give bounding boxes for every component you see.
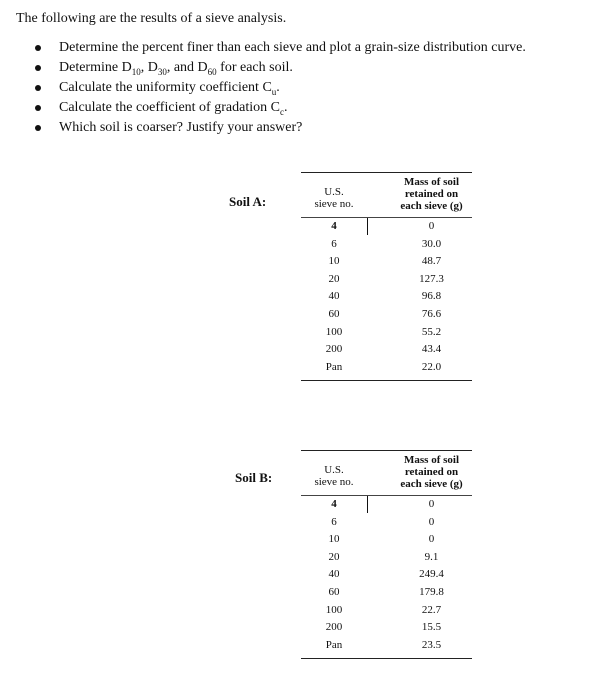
table-row	[301, 359, 472, 377]
task-item	[22, 58, 526, 78]
mass-retained-cell: 22.7	[421, 603, 442, 616]
sieve-no-cell: 6	[331, 237, 337, 250]
header-line: U.S.	[324, 464, 344, 476]
sieve-no-cell: 40	[328, 568, 340, 581]
sieve-no-cell: 20	[328, 550, 340, 563]
task-item	[22, 38, 526, 58]
intro-text: The following are the results of a sieve analysis.	[16, 11, 287, 26]
task-subscript: 10	[131, 66, 141, 77]
sieve-no-cell: 200	[325, 621, 343, 634]
task-item	[22, 78, 526, 98]
header-line: each sieve (g)	[400, 478, 463, 490]
mass-retained-cell: 249.4	[419, 568, 444, 581]
task-text: , and D	[166, 60, 208, 75]
header-line: sieve no.	[314, 198, 354, 210]
table-row	[301, 584, 472, 602]
soil-b-label: Soil B:	[235, 470, 273, 485]
sieve-no-cell: 6	[331, 515, 337, 528]
table-row	[301, 637, 472, 655]
task-text: Calculate the uniformity coefficient C	[59, 80, 272, 95]
mass-retained-cell: 22.0	[421, 360, 442, 373]
sieve-no-cell: Pan	[325, 360, 343, 373]
sieve-no-cell: 40	[328, 290, 340, 303]
col-mass-header	[391, 176, 472, 212]
mass-retained-cell: 48.7	[421, 255, 442, 268]
table-row	[301, 602, 472, 620]
mass-retained-cell: 127.3	[419, 272, 444, 285]
mass-retained-cell: 43.4	[421, 343, 442, 356]
header-line: Mass of soil	[404, 454, 459, 466]
sieve-no-cell: 20	[328, 272, 340, 285]
soil-a-label: Soil A:	[229, 194, 267, 209]
table-row	[301, 549, 472, 567]
sieve-no-cell: 60	[328, 307, 340, 320]
header-line: retained on	[404, 188, 459, 200]
task-subscript: 60	[207, 66, 217, 77]
header-line: retained on	[404, 466, 459, 478]
table-row	[301, 619, 472, 637]
task-subscript: u	[271, 86, 277, 97]
table-row	[301, 288, 472, 306]
table-header	[301, 173, 472, 217]
col-sieve-header	[301, 186, 367, 210]
soil-b-table	[301, 450, 472, 659]
mass-retained-cell: 179.8	[419, 585, 444, 598]
table-bottom-rule	[301, 658, 472, 659]
table-header	[301, 451, 472, 495]
header-line: sieve no.	[314, 476, 354, 488]
sieve-no-cell: 100	[325, 325, 343, 338]
sieve-no-cell: Pan	[325, 638, 343, 651]
table-row	[301, 271, 472, 289]
mass-retained-cell: 55.2	[421, 325, 442, 338]
mass-retained-cell: 23.5	[421, 638, 442, 651]
mass-retained-cell: 0	[428, 220, 435, 232]
table-row	[301, 514, 472, 532]
sieve-no-cell: 10	[328, 255, 340, 268]
task-text: .	[283, 100, 288, 115]
sieve-no-cell: 4	[331, 220, 337, 232]
task-subscript: c	[279, 106, 284, 117]
task-text: , D	[140, 60, 158, 75]
table-row	[301, 531, 472, 549]
table-row	[301, 496, 472, 514]
mass-retained-cell: 0	[428, 515, 435, 528]
sieve-no-cell: 100	[325, 603, 343, 616]
soil-a-table	[301, 172, 472, 381]
mass-retained-cell: 96.8	[421, 290, 442, 303]
table-row	[301, 218, 472, 236]
mass-retained-cell: 0	[428, 498, 435, 510]
task-text: Which soil is coarser? Justify your answer?	[59, 120, 303, 135]
table-bottom-rule	[301, 380, 472, 381]
sieve-no-cell: 60	[328, 585, 340, 598]
task-text: Calculate the coefficient of gradation C	[59, 100, 280, 115]
column-separator	[367, 496, 368, 513]
table-row	[301, 324, 472, 342]
header-line: each sieve (g)	[400, 200, 463, 212]
table-row	[301, 306, 472, 324]
table-row	[301, 253, 472, 271]
table-row	[301, 566, 472, 584]
task-list	[22, 38, 526, 138]
column-separator	[367, 218, 368, 235]
sieve-no-cell: 10	[328, 533, 340, 546]
task-item	[22, 118, 526, 138]
col-sieve-header	[301, 464, 367, 488]
mass-retained-cell: 30.0	[421, 237, 442, 250]
sieve-no-cell: 4	[331, 498, 337, 510]
mass-retained-cell: 0	[428, 533, 435, 546]
task-text: .	[276, 80, 280, 95]
mass-retained-cell: 76.6	[421, 307, 442, 320]
task-item	[22, 98, 526, 118]
mass-retained-cell: 9.1	[424, 550, 439, 563]
mass-retained-cell: 15.5	[421, 621, 442, 634]
task-subscript: 30	[157, 66, 167, 77]
task-text: Determine D	[59, 60, 132, 75]
col-mass-header	[391, 454, 472, 490]
sieve-no-cell: 200	[325, 343, 343, 356]
task-text: for each soil.	[216, 60, 293, 75]
table-row	[301, 341, 472, 359]
task-text: Determine the percent finer than each sieve and plot a grain-size distribution curve.	[59, 40, 526, 55]
header-line: Mass of soil	[404, 176, 459, 188]
table-row	[301, 236, 472, 254]
header-line: U.S.	[324, 186, 344, 198]
